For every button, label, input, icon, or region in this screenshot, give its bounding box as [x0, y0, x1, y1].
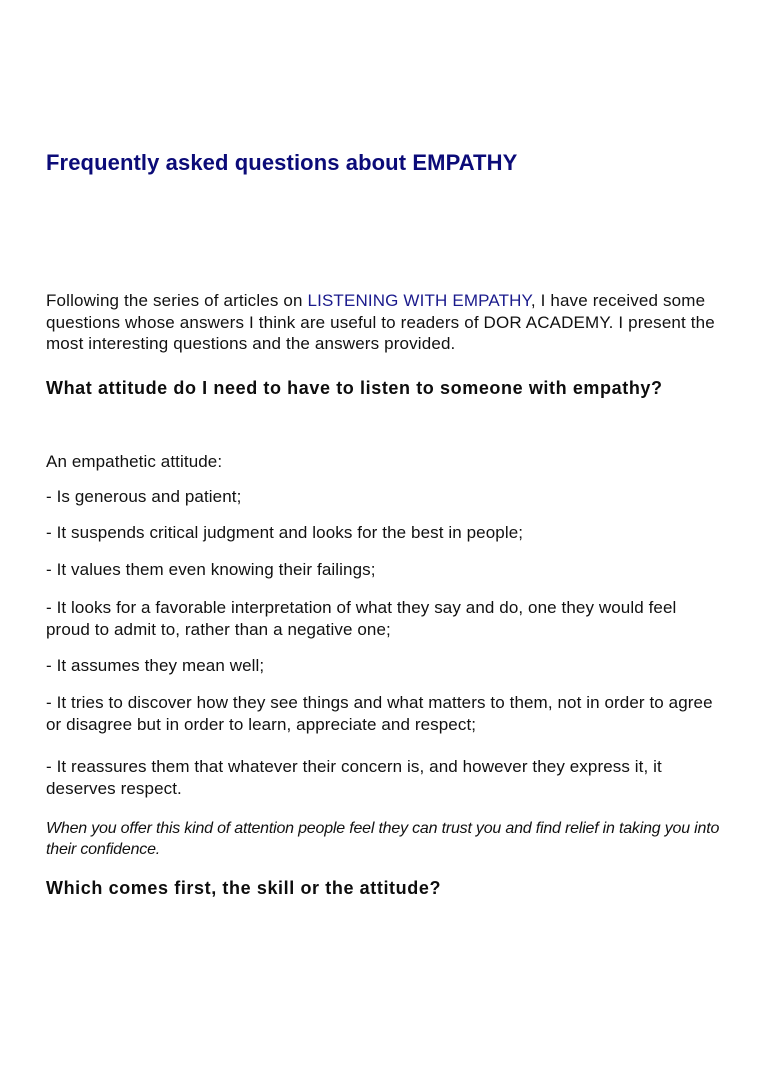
- list-item: - It reassures them that whatever their concern is, and however they express it, it deserves respect.: [46, 757, 662, 798]
- listening-with-empathy-link[interactable]: LISTENING WITH EMPATHY: [307, 291, 531, 310]
- list-item: - It suspends critical judgment and looks for the best in people;: [46, 523, 524, 542]
- section-heading-skill-or-attitude: Which comes first, the skill or the attitude?: [46, 878, 442, 898]
- section-heading-attitude: What attitude do I need to have to listen to someone with empathy?: [46, 378, 663, 398]
- list-item: - It values them even knowing their failings;: [46, 560, 376, 579]
- list-item: - It looks for a favorable interpretation of what they say and do, one they would feel proud to admit to, rather than a negative one;: [46, 598, 677, 639]
- intro-text-before-link: Following the series of articles on: [46, 291, 308, 310]
- page-title: Frequently asked questions about EMPATHY: [46, 150, 518, 175]
- intro-paragraph: [46, 290, 736, 355]
- list-item: - Is generous and patient;: [46, 487, 242, 506]
- intro-text-after-link: , I have received some questions whose answers I think are useful to readers of DOR ACADEMY. I present the most interesting questions and the answers provided.: [46, 291, 715, 353]
- italic-note: When you offer this kind of attention people feel they can trust you and find relief in taking you into their confidence.: [46, 820, 720, 858]
- section-lead-text: An empathetic attitude:: [46, 452, 223, 471]
- list-item: - It tries to discover how they see things and what matters to them, not in order to agree or disagree but in order to learn, appreciate and respect;: [46, 693, 713, 734]
- list-item: - It assumes they mean well;: [46, 656, 265, 675]
